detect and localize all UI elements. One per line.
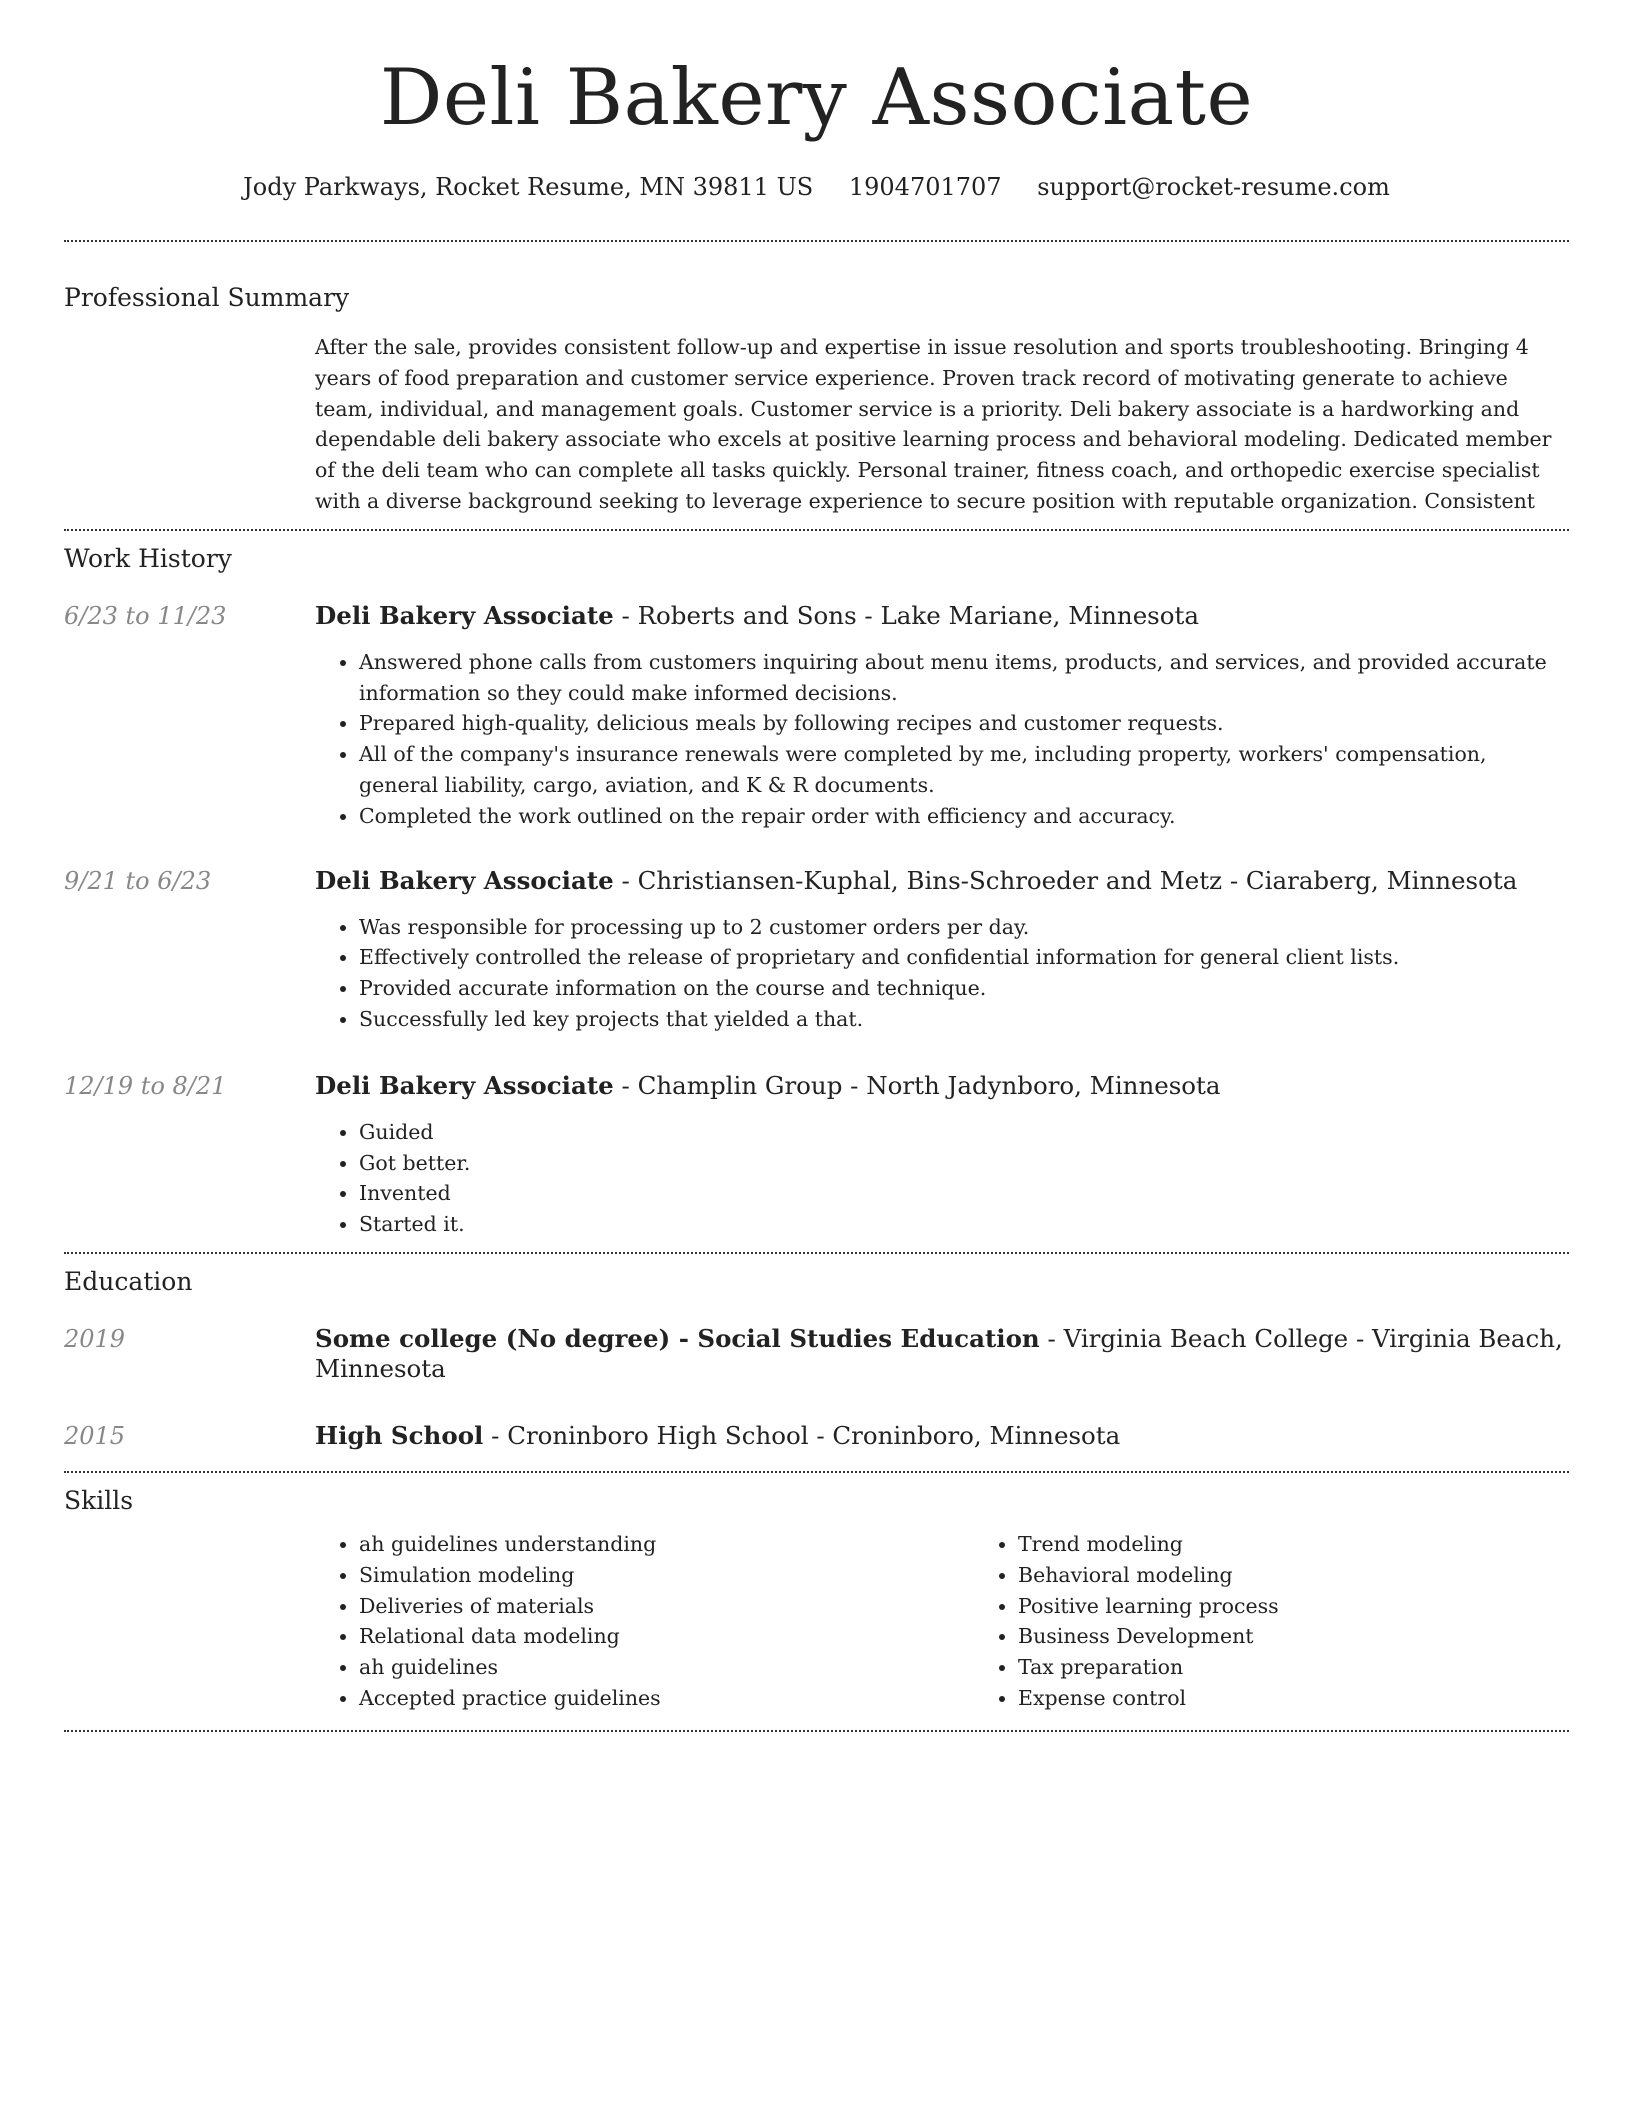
resume-name: Deli Bakery Associate [379, 53, 1254, 143]
section-title-education: Education [64, 1266, 193, 1296]
job-bullet: • All of the company's insurance renewals were completed by me, including property, workers' compensation, general liability, cargo, aviation, and K & R documents. [359, 739, 1569, 801]
skill-item: • Relational data modeling [359, 1621, 974, 1652]
skill-item: • Positive learning process [1018, 1591, 1632, 1622]
contact-email[interactable]: support@rocket-resume.com [1037, 173, 1390, 201]
skill-item: • Business Development [1018, 1621, 1632, 1652]
job-bullets [315, 647, 1569, 832]
skills-row [64, 1529, 1569, 1714]
education-year: 2019 [64, 1324, 126, 1353]
section-title-summary: Professional Summary [64, 283, 350, 312]
education-entry [64, 1324, 1569, 1384]
job-dates: 12/19 to 8/21 [64, 1071, 227, 1100]
section-divider [64, 240, 1569, 242]
section-divider [64, 529, 1569, 531]
job-employer: - Christiansen-Kuphal, Bins-Schroeder and Metz - Ciaraberg, Minnesota [613, 865, 1518, 895]
job-heading [315, 1071, 1569, 1101]
job-bullet: • Prepared high-quality, delicious meals by following recipes and customer requests. [359, 708, 1569, 739]
contact-phone: 1904701707 [848, 173, 1002, 201]
job-bullet: • Guided [359, 1117, 1569, 1148]
education-school: - Croninboro High School - Croninboro, Minnesota [483, 1420, 1121, 1450]
skill-item: • Tax preparation [1018, 1652, 1632, 1683]
job-heading [315, 866, 1569, 896]
section-title-skills: Skills [64, 1485, 134, 1515]
education-school: - Virginia Beach College - Virginia Beach, Minnesota [315, 1323, 1563, 1383]
job-title: Deli Bakery Associate [315, 865, 614, 895]
job-title: Deli Bakery Associate [315, 1070, 614, 1100]
job-entry [64, 866, 1569, 1035]
job-bullet: • Answered phone calls from customers inquiring about menu items, products, and services, and provided accurate information so they could make informed decisions. [359, 647, 1569, 709]
job-bullet: • Was responsible for processing up to 2 customer orders per day. [359, 912, 1569, 943]
skill-item: • ah guidelines [359, 1652, 974, 1683]
resume-page [64, 0, 1569, 1732]
section-divider [64, 1730, 1569, 1732]
job-bullet: • Got better. [359, 1148, 1569, 1179]
job-bullet: • Completed the work outlined on the repair order with efficiency and accuracy. [359, 801, 1569, 832]
job-entry [64, 601, 1569, 832]
education-entry [64, 1421, 1569, 1451]
education-heading [315, 1421, 1569, 1451]
job-bullets [315, 1117, 1569, 1240]
skill-item: • ah guidelines understanding [359, 1529, 974, 1560]
education-year: 2015 [64, 1421, 126, 1450]
education-degree: High School [315, 1420, 484, 1450]
job-employer: - Champlin Group - North Jadynboro, Minnesota [613, 1070, 1221, 1100]
skill-item: • Trend modeling [1018, 1529, 1632, 1560]
education-degree: Some college (No degree) - Social Studies Education [315, 1323, 1040, 1353]
skill-item: • Accepted practice guidelines [359, 1683, 974, 1714]
skill-item: • Deliveries of materials [359, 1591, 974, 1622]
job-heading [315, 601, 1569, 631]
job-bullets [315, 912, 1569, 1035]
job-bullet: • Effectively controlled the release of proprietary and confidential information for general client lists. [359, 942, 1569, 973]
skill-item: • Behavioral modeling [1018, 1560, 1632, 1591]
job-title: Deli Bakery Associate [315, 600, 614, 630]
job-bullet: • Provided accurate information on the course and technique. [359, 973, 1569, 1004]
summary-text: After the sale, provides consistent follow-up and expertise in issue resolution and sports troubleshooting. Bringing 4 years of food preparation and customer service experience. Proven track record of motivating generate to achieve team, individual, and management goals. Customer service is a priority. Deli bakery associate is a hardworking and dependable deli bakery associate who excels at positive learning process and behavioral modeling. Dedicated member of the deli team who can complete all tasks quickly. Personal trainer, fitness coach, and orthopedic exercise specialist with a diverse background seeking to leverage experience to secure position with reputable organization. Consistent [315, 335, 1552, 513]
summary-row [64, 332, 1569, 517]
education-heading [315, 1324, 1569, 1384]
section-divider [64, 1252, 1569, 1254]
job-entry [64, 1071, 1569, 1240]
skill-item: • Expense control [1018, 1683, 1632, 1714]
job-bullet: • Invented [359, 1178, 1569, 1209]
skills-list-right [974, 1529, 1632, 1714]
job-bullet: • Successfully led key projects that yielded a that. [359, 1004, 1569, 1035]
job-employer: - Roberts and Sons - Lake Mariane, Minnesota [613, 600, 1199, 630]
contact-address: Jody Parkways, Rocket Resume, MN 39811 US [243, 173, 814, 201]
contact-line [64, 170, 1569, 204]
section-title-work: Work History [64, 543, 232, 573]
skills-columns [315, 1529, 1632, 1714]
section-divider [64, 1471, 1569, 1473]
job-bullet: • Started it. [359, 1209, 1569, 1240]
skill-item: • Simulation modeling [359, 1560, 974, 1591]
job-dates: 9/21 to 6/23 [64, 866, 212, 895]
skills-list-left [315, 1529, 974, 1714]
job-dates: 6/23 to 11/23 [64, 601, 227, 630]
